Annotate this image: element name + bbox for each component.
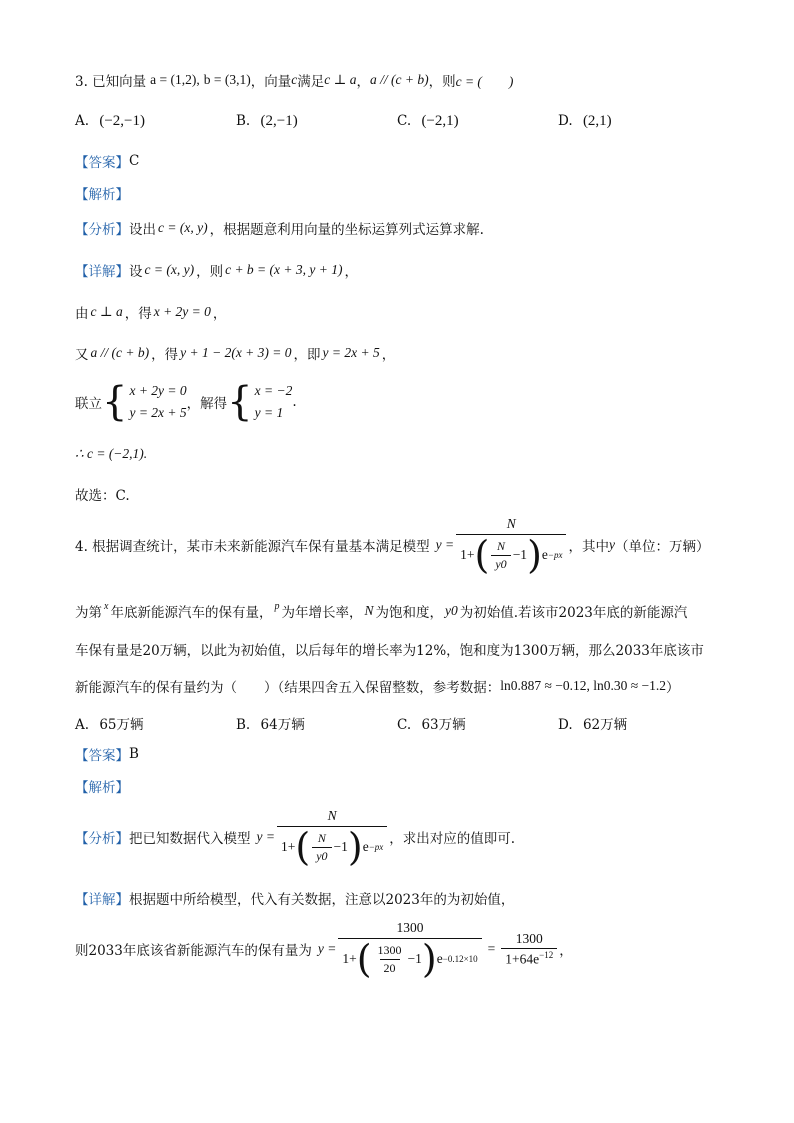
- q3-d5: ∴ c = (−2,1).: [75, 446, 148, 461]
- q3-d1-a: 设: [129, 264, 143, 280]
- q3-detail-2: [75, 302, 226, 322]
- q4-final-fraction: [338, 920, 481, 981]
- q4-model-inner-num: N: [497, 538, 506, 553]
- q3-solution-x: x = −2: [254, 383, 293, 398]
- q4-option-c: [397, 713, 466, 733]
- q4-answer: [75, 744, 139, 764]
- q3-stem: [75, 70, 513, 90]
- q3-d4-b: ，解得: [186, 396, 228, 412]
- q4-model-num: N: [506, 516, 516, 531]
- q4-model-e: e: [541, 547, 548, 562]
- q3-answer: [75, 151, 139, 171]
- q3-d2-eq: x + 2y = 0: [153, 304, 211, 319]
- q3-fenxi-c: c = (x, y): [158, 220, 208, 235]
- q3-option-b: [236, 113, 298, 130]
- q4-option-b-label: B.: [236, 717, 251, 733]
- q4-line3: 车保有量是20万辆，以此为初始值，以后每年的增长率为12%，饱和度为1300万辆，那么2033年底该市: [75, 643, 704, 659]
- q4-line2-x: x: [104, 600, 109, 612]
- q4-fenxi-e: e: [362, 839, 369, 854]
- q4-model-inner-den: y0: [491, 555, 510, 572]
- q3-system-eq1: x + 2y = 0: [129, 383, 187, 398]
- q3-solution: [227, 380, 292, 424]
- q3-analysis-tag: 【解析】: [75, 187, 129, 203]
- q4-option-a-label: A.: [75, 717, 90, 733]
- q3-detail-6: [75, 484, 130, 504]
- q4-answer-tag: 【答案】: [75, 748, 129, 764]
- q4-model-exp: −px: [547, 550, 563, 560]
- q4-line2-N: N: [364, 603, 374, 618]
- q3-stem-a: 3. 已知向量: [75, 74, 147, 90]
- q3-option-a: [75, 113, 145, 130]
- q3-option-c-label: C.: [397, 113, 412, 129]
- q4-option-d: [558, 713, 627, 733]
- q3-b-def: b = (3,1): [203, 72, 251, 87]
- q3-d2-end: ，: [212, 306, 227, 322]
- q4-detail-tag: 【详解】: [75, 892, 129, 908]
- q4-final-minus1: −1: [407, 951, 422, 966]
- q4-option-d-value: 62万辆: [582, 717, 628, 733]
- q4-fenxi-inner-num: N: [317, 830, 326, 845]
- q4-final-den: [338, 937, 481, 981]
- q4-final-num: 1300: [396, 920, 424, 935]
- right-paren-icon: ): [527, 533, 542, 577]
- q4-fenxi-model-fraction: [277, 808, 387, 869]
- q4-stem-b: ，其中: [568, 539, 609, 555]
- q3-d1-c: c = (x, y): [144, 262, 195, 277]
- q3-d2-a: 由: [75, 306, 89, 322]
- q4-model-minus1: −1: [512, 547, 528, 562]
- q3-system-eq2: y = 2x + 5: [129, 405, 187, 420]
- q3-d6: 故选：C.: [75, 488, 130, 504]
- q3-detail-3: [75, 343, 395, 363]
- q4-final-den2-exp: −12: [539, 949, 554, 960]
- q3-option-d-value: (2,1): [582, 113, 612, 129]
- q3-option-c: [397, 113, 459, 130]
- q3-d3-end: ，: [381, 347, 396, 363]
- q4-stem-4: [75, 676, 680, 696]
- q3-detail-tag: 【详解】: [75, 264, 129, 280]
- q4-final-inner-num: 1300: [377, 942, 402, 957]
- q4-line2-d: 为饱和度，: [375, 605, 443, 621]
- q3-d1-b: ，则: [196, 264, 224, 280]
- q3-option-d: [558, 113, 612, 130]
- q3-d3-a: 又: [75, 347, 89, 363]
- q3-d3-c: ，即: [293, 347, 321, 363]
- q4-stem-c: （单位：万辆）: [614, 539, 710, 555]
- q3-fenxi: [75, 218, 484, 238]
- q4-fenxi-model-den: [277, 825, 387, 869]
- q3-detail-4: [75, 380, 297, 424]
- q3-solution-y: y = 1: [254, 405, 284, 420]
- q4-option-b: [236, 713, 305, 733]
- q4-answer-value: B: [129, 746, 139, 762]
- q3-d4-a: 联立: [75, 396, 102, 412]
- q4-fenxi-model-num: N: [327, 808, 337, 823]
- q3-detail-1: [75, 260, 358, 280]
- q4-stem-y: y: [608, 537, 615, 552]
- left-paren-icon: (: [356, 937, 372, 981]
- q3-d2-b: ，得: [124, 306, 152, 322]
- q4-final-den2: 1+64e: [505, 951, 540, 967]
- right-paren-icon: ): [421, 937, 437, 981]
- q3-d1-end: ，: [344, 264, 358, 280]
- q4-line2-e: 为初始值.若该市2023年底的新能源汽: [459, 605, 688, 621]
- q4-model-fraction: [456, 516, 566, 577]
- q4-final-inner-frac: [374, 943, 406, 976]
- q3-d3-b: ，得: [151, 347, 179, 363]
- q4-line4-a: 新能源汽车的保有量约为（ ）（结果四舍五入保留整数，参考数据：: [75, 680, 501, 696]
- q3-option-d-label: D.: [558, 113, 573, 129]
- q4-option-a-value: 65万辆: [99, 717, 144, 733]
- q3-a-def: a = (1,2),: [150, 72, 200, 87]
- q3-option-a-label: A.: [75, 113, 90, 129]
- q3-perp: c ⊥ a: [324, 72, 357, 87]
- q4-model-den: [456, 533, 566, 577]
- q4-option-d-label: D.: [558, 717, 573, 733]
- q3-option-b-value: (2,−1): [260, 113, 298, 129]
- q4-final-end: ，: [559, 943, 573, 959]
- q4-option-c-label: C.: [397, 717, 412, 733]
- q3-parallel: a // (c + b): [369, 72, 429, 87]
- q4-model-y: y =: [435, 537, 455, 552]
- q3-c-eq: c = ( ): [455, 74, 514, 89]
- q3-option-c-value: (−2,1): [421, 113, 459, 129]
- q4-line4-end: ）: [666, 680, 680, 696]
- q4-stem-1: [75, 516, 710, 577]
- q4-stem-3: [75, 639, 704, 659]
- q4-fenxi-a: 把已知数据代入模型: [129, 831, 251, 847]
- q3-d4-end: .: [292, 394, 297, 410]
- q4-analysis-heading: [75, 776, 129, 796]
- q4-stem-a: 4. 根据调查统计，某市未来新能源汽车保有量基本满足模型: [75, 539, 430, 555]
- q3-d1-cb: c + b = (x + 3, y + 1): [225, 262, 343, 277]
- q4-final-inner-den: 20: [380, 959, 400, 976]
- q4-option-a: [75, 713, 144, 733]
- q3-system: [102, 380, 187, 424]
- q4-line2-a: 为第: [75, 605, 102, 621]
- q4-fenxi-model-y: y =: [256, 829, 275, 844]
- q3-answer-tag: 【答案】: [75, 155, 129, 171]
- q3-answer-value: C: [129, 153, 140, 169]
- q3-fenxi-a: 设出: [129, 222, 156, 238]
- q3-d3-eq2: y = 2x + 5: [322, 345, 380, 360]
- q4-option-c-value: 63万辆: [421, 717, 466, 733]
- left-brace-icon: {: [102, 379, 128, 425]
- q4-final-one: 1+: [342, 951, 357, 966]
- q3-option-a-value: (−2,−1): [99, 113, 146, 129]
- q4-fenxi-minus1: −1: [333, 839, 348, 854]
- q3-fenxi-b: ，根据题意利用向量的坐标运算列式运算求解.: [209, 222, 484, 238]
- q3-d3-par: a // (c + b): [90, 345, 150, 360]
- q4-final-eq: =: [487, 941, 496, 956]
- q4-line2-b: 年底新能源汽车的保有量，: [110, 605, 273, 621]
- q4-model-one: 1+: [460, 547, 475, 562]
- q4-line2-y0: y0: [444, 603, 458, 618]
- q4-fenxi-tag: 【分析】: [75, 831, 129, 847]
- q4-line2-p: p: [274, 600, 280, 612]
- q4-model-inner-frac: [491, 539, 510, 572]
- q4-fenxi: [75, 808, 516, 869]
- q3-c1: c: [291, 72, 298, 87]
- q4-analysis-tag: 【解析】: [75, 780, 129, 796]
- q4-line2-c: 为年增长率，: [281, 605, 363, 621]
- q4-fenxi-b: ，求出对应的值即可.: [389, 831, 516, 847]
- q4-fenxi-inner-frac: [312, 831, 331, 864]
- left-paren-icon: (: [474, 533, 490, 577]
- q4-fenxi-model-one: 1+: [280, 839, 296, 854]
- q4-final-exp: −0.12×10: [442, 954, 478, 964]
- q4-detail-text: 根据题中所给模型，代入有关数据，注意以2023年的为初始值，: [129, 892, 515, 908]
- q4-final-y: y =: [317, 941, 337, 956]
- q4-final-e: e: [436, 951, 443, 966]
- q3-fenxi-tag: 【分析】: [75, 222, 129, 238]
- q4-final-a: 则2033年底该省新能源汽车的保有量为: [75, 943, 312, 959]
- q4-detail-2: [75, 920, 573, 981]
- q3-stem-d: ，则: [428, 74, 456, 90]
- q4-line4-ref: ln0.887 ≈ −0.12, ln0.30 ≈ −1.2: [500, 678, 667, 693]
- q4-stem-2: [75, 601, 687, 621]
- q4-fenxi-exp: −px: [368, 842, 384, 852]
- q3-analysis-heading: [75, 183, 129, 203]
- q3-comma: ，: [356, 74, 370, 90]
- q3-detail-5: [75, 446, 147, 462]
- q3-option-b-label: B.: [236, 113, 251, 129]
- q4-detail-1: [75, 888, 514, 908]
- q4-option-b-value: 64万辆: [260, 717, 305, 733]
- left-paren-icon: (: [295, 825, 311, 869]
- q4-final-fraction-2: [501, 931, 557, 968]
- q4-final-num2: 1300: [515, 930, 543, 946]
- right-paren-icon: ): [347, 825, 363, 869]
- q4-fenxi-inner-den: y0: [312, 847, 331, 864]
- q3-stem-c: 满足: [297, 74, 325, 90]
- q3-stem-b: ，向量: [250, 74, 292, 90]
- q3-d3-eq: y + 1 − 2(x + 3) = 0: [180, 345, 292, 360]
- left-brace-icon: {: [227, 379, 253, 425]
- q3-d2-perp: c ⊥ a: [90, 304, 123, 319]
